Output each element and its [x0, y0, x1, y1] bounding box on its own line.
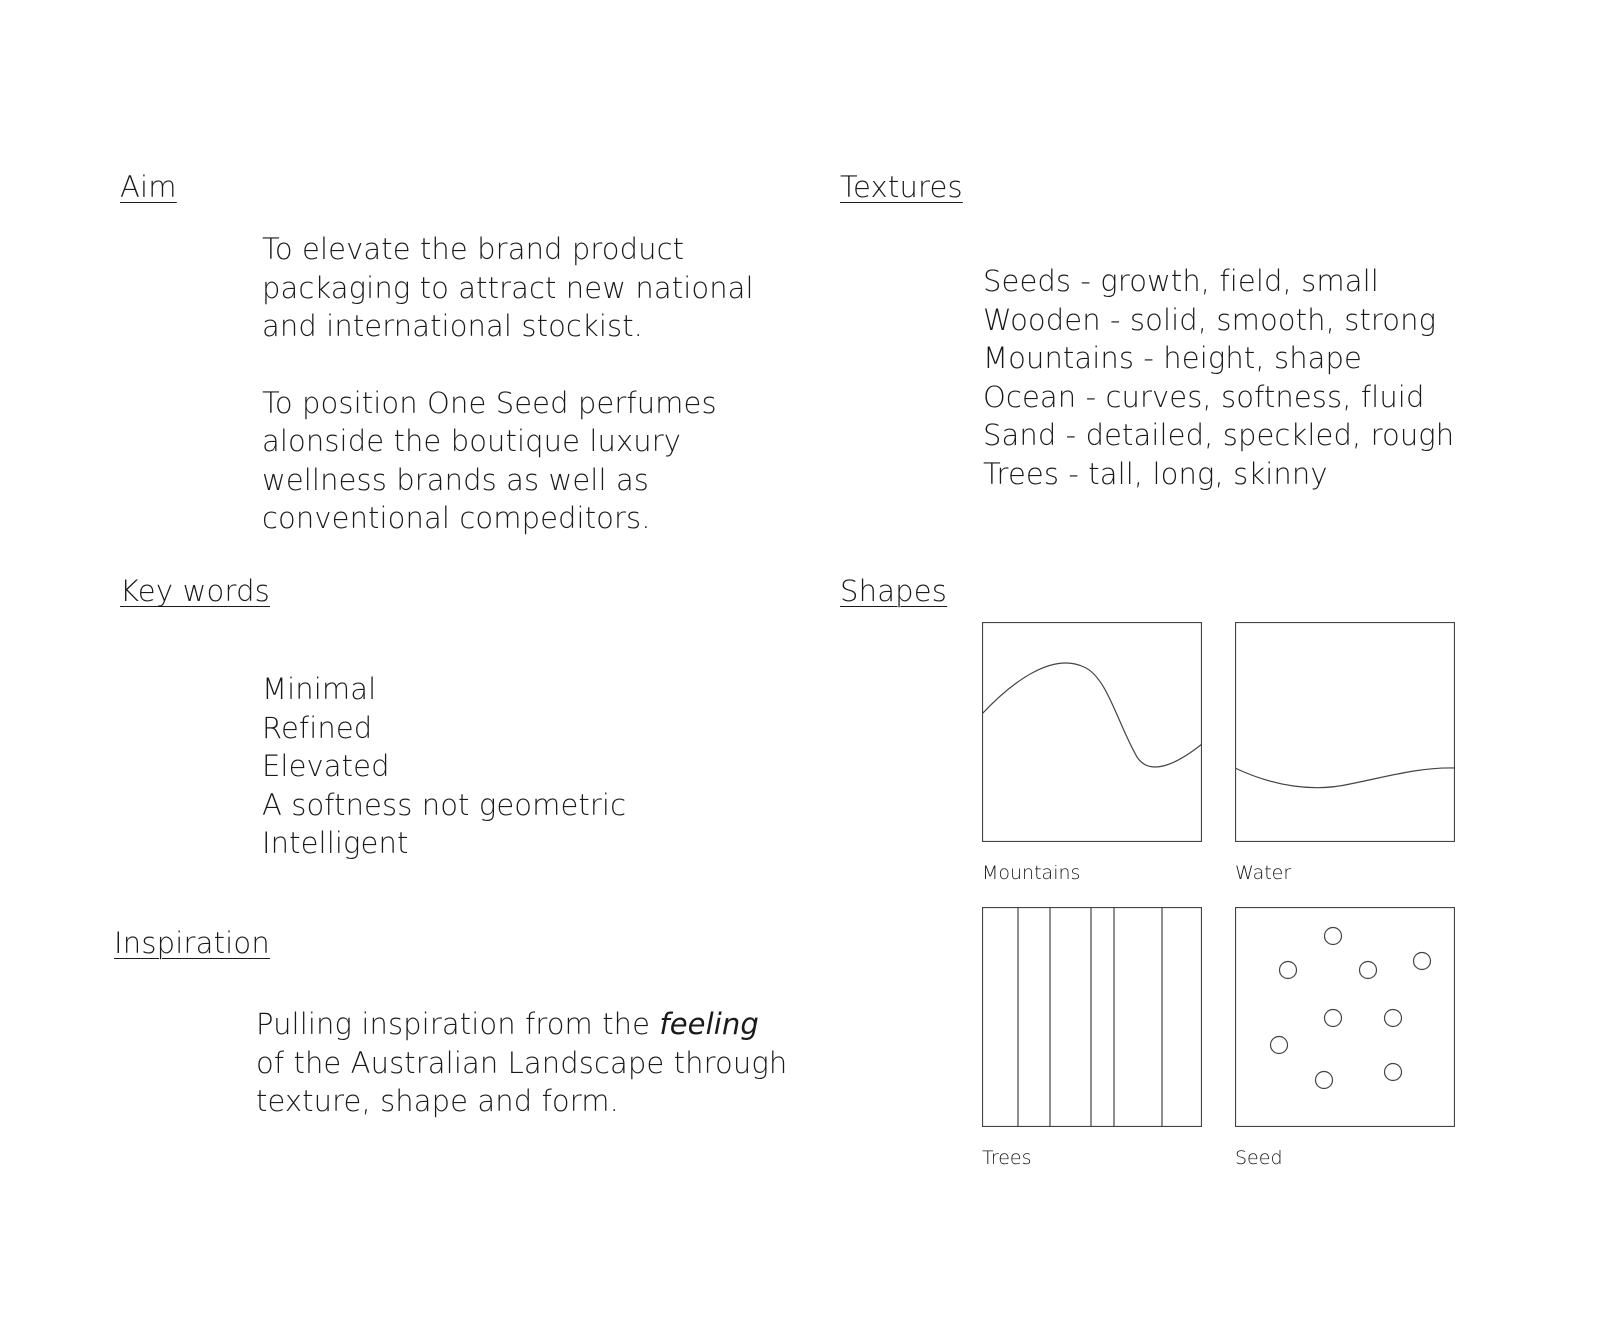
seed-label: Seed	[1235, 1147, 1283, 1169]
keyword-item: Intelligent	[262, 826, 409, 860]
aim-paragraph-2	[262, 384, 754, 538]
keyword-item: A softness not geometric	[262, 787, 627, 822]
inspiration-line	[256, 1005, 787, 1044]
aim-line: wellness brands as well as	[262, 462, 650, 497]
keyword-item: Refined	[262, 710, 373, 745]
aim-line: To position One Seed perfumes	[262, 385, 717, 420]
seed-tile	[1235, 907, 1455, 1127]
aim-line: To elevate the brand product	[262, 232, 685, 266]
mountains-label: Mountains	[982, 862, 1081, 884]
mountains-tile	[982, 622, 1202, 842]
inspiration-line: of the Australian Landscape through	[256, 1045, 788, 1080]
texture-item: Mountains - height, shape	[983, 341, 1362, 375]
inspiration-emphasis: feeling	[659, 1007, 759, 1041]
inspiration-text: Pulling inspiration from the	[256, 1007, 660, 1041]
aim-heading: Aim	[120, 170, 177, 204]
keyword-item: Elevated	[262, 749, 390, 783]
keywords-heading: Key words	[120, 574, 270, 608]
mountain-curve-icon	[982, 622, 1202, 842]
trees-label: Trees	[982, 1147, 1032, 1169]
inspiration-heading: Inspiration	[114, 926, 270, 960]
aim-paragraph-1	[262, 230, 754, 346]
texture-item: Sand - detailed, speckled, rough	[983, 418, 1455, 452]
aim-line: alonside the boutique luxury	[262, 424, 682, 458]
texture-item: Trees - tall, long, skinny	[983, 456, 1328, 491]
aim-body	[262, 230, 754, 538]
textures-list	[983, 262, 1454, 493]
water-label: Water	[1235, 862, 1292, 884]
keywords-list	[262, 670, 626, 863]
aim-line: and international stockist.	[262, 309, 644, 343]
tree-lines-icon	[982, 907, 1202, 1127]
seed-dots-icon	[1235, 907, 1455, 1127]
aim-line: conventional compeditors.	[262, 501, 651, 535]
inspiration-body	[256, 1005, 787, 1121]
textures-heading: Textures	[840, 170, 963, 204]
texture-item: Wooden - solid, smooth, strong	[983, 302, 1437, 337]
trees-tile	[982, 907, 1202, 1127]
aim-line: packaging to attract new national	[262, 270, 754, 305]
texture-item: Ocean - curves, softness, fluid	[983, 379, 1425, 414]
texture-item: Seeds - growth, field, small	[983, 264, 1379, 298]
water-tile	[1235, 622, 1455, 842]
inspiration-line: texture, shape and form.	[256, 1084, 619, 1118]
water-wave-icon	[1235, 622, 1455, 842]
shapes-heading: Shapes	[840, 574, 948, 608]
keyword-item: Minimal	[262, 672, 377, 706]
